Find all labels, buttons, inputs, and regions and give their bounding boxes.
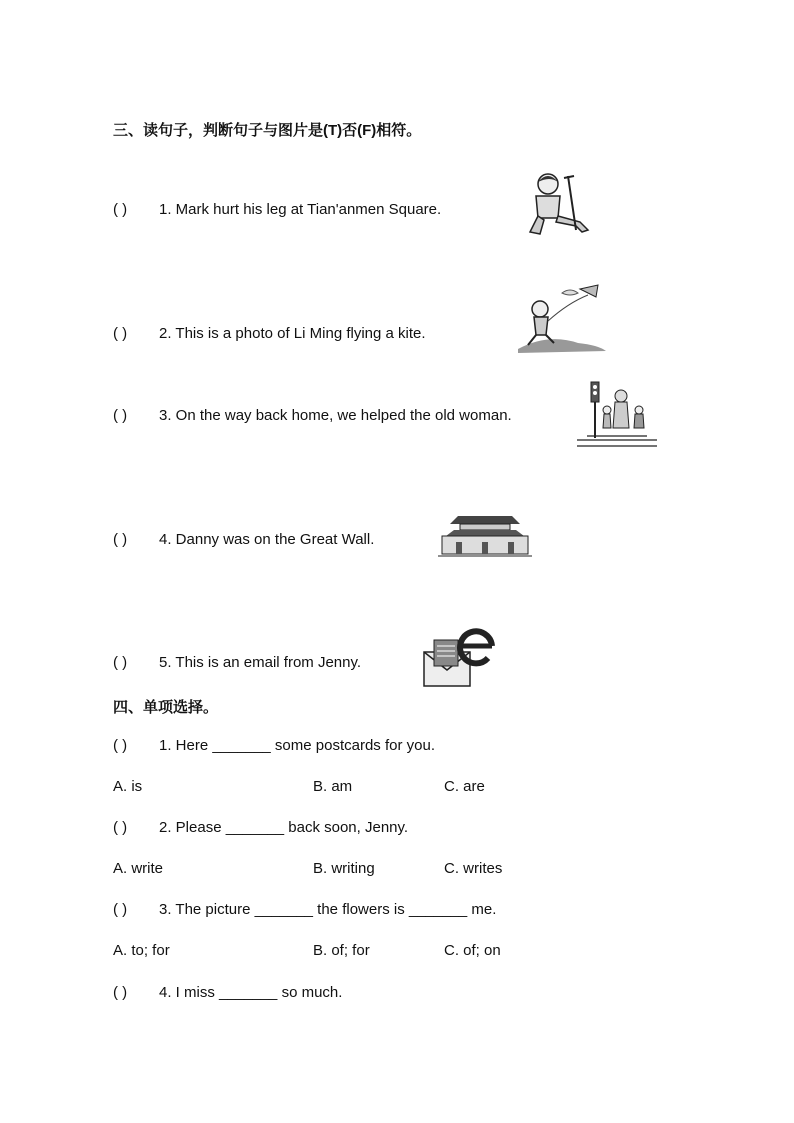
option-a[interactable]: A. to; for (113, 942, 170, 959)
question-text: 3. The picture _______ the flowers is _______ me. (159, 901, 497, 918)
true-false-item-4 (113, 531, 374, 548)
choice-question-2 (113, 819, 408, 836)
item-text: 2. This is a photo of Li Ming flying a kite. (159, 325, 426, 342)
question-text: 4. I miss _______ so much. (159, 984, 343, 1001)
choice-question-1 (113, 737, 435, 754)
boy-on-crutch-picture (520, 170, 592, 238)
choice-question-4 (113, 984, 342, 1001)
true-false-item-5 (113, 654, 361, 671)
question-text: 2. Please _______ back soon, Jenny. (159, 819, 409, 836)
true-false-item-1 (113, 201, 441, 218)
answer-blank[interactable]: ( ) (113, 654, 128, 671)
answer-blank[interactable]: ( ) (113, 325, 128, 342)
kite-flying-picture (518, 283, 608, 353)
true-false-item-2 (113, 325, 426, 342)
answer-blank[interactable]: ( ) (113, 901, 128, 918)
option-c[interactable]: C. writes (444, 860, 503, 877)
item-text: 5. This is an email from Jenny. (159, 654, 362, 671)
option-b[interactable]: B. am (313, 778, 353, 795)
email-envelope-picture (422, 622, 498, 688)
answer-blank[interactable]: ( ) (113, 407, 128, 424)
item-text: 3. On the way back home, we helped the old woman. (159, 407, 512, 424)
tiananmen-gate-picture (438, 512, 532, 558)
option-c[interactable]: C. are (444, 778, 485, 795)
choice-question-3 (113, 901, 496, 918)
option-a[interactable]: A. is (113, 778, 143, 795)
answer-blank[interactable]: ( ) (113, 201, 128, 218)
item-text: 1. Mark hurt his leg at Tian'anmen Square. (159, 201, 442, 218)
true-false-item-3 (113, 407, 512, 424)
option-b[interactable]: B. of; for (313, 942, 370, 959)
helping-old-woman-picture (577, 380, 657, 450)
option-c[interactable]: C. of; on (444, 942, 501, 959)
option-a[interactable]: A. write (113, 860, 164, 877)
section-3-title: 三、读句子，判断句子与图片是(T)否(F)相符。 (113, 122, 422, 139)
answer-blank[interactable]: ( ) (113, 531, 128, 548)
answer-blank[interactable]: ( ) (113, 737, 128, 754)
answer-blank[interactable]: ( ) (113, 984, 128, 1001)
option-b[interactable]: B. writing (313, 860, 375, 877)
question-text: 1. Here _______ some postcards for you. (159, 737, 435, 754)
section-4-title: 四、单项选择。 (113, 699, 219, 716)
answer-blank[interactable]: ( ) (113, 819, 128, 836)
item-text: 4. Danny was on the Great Wall. (159, 531, 375, 548)
